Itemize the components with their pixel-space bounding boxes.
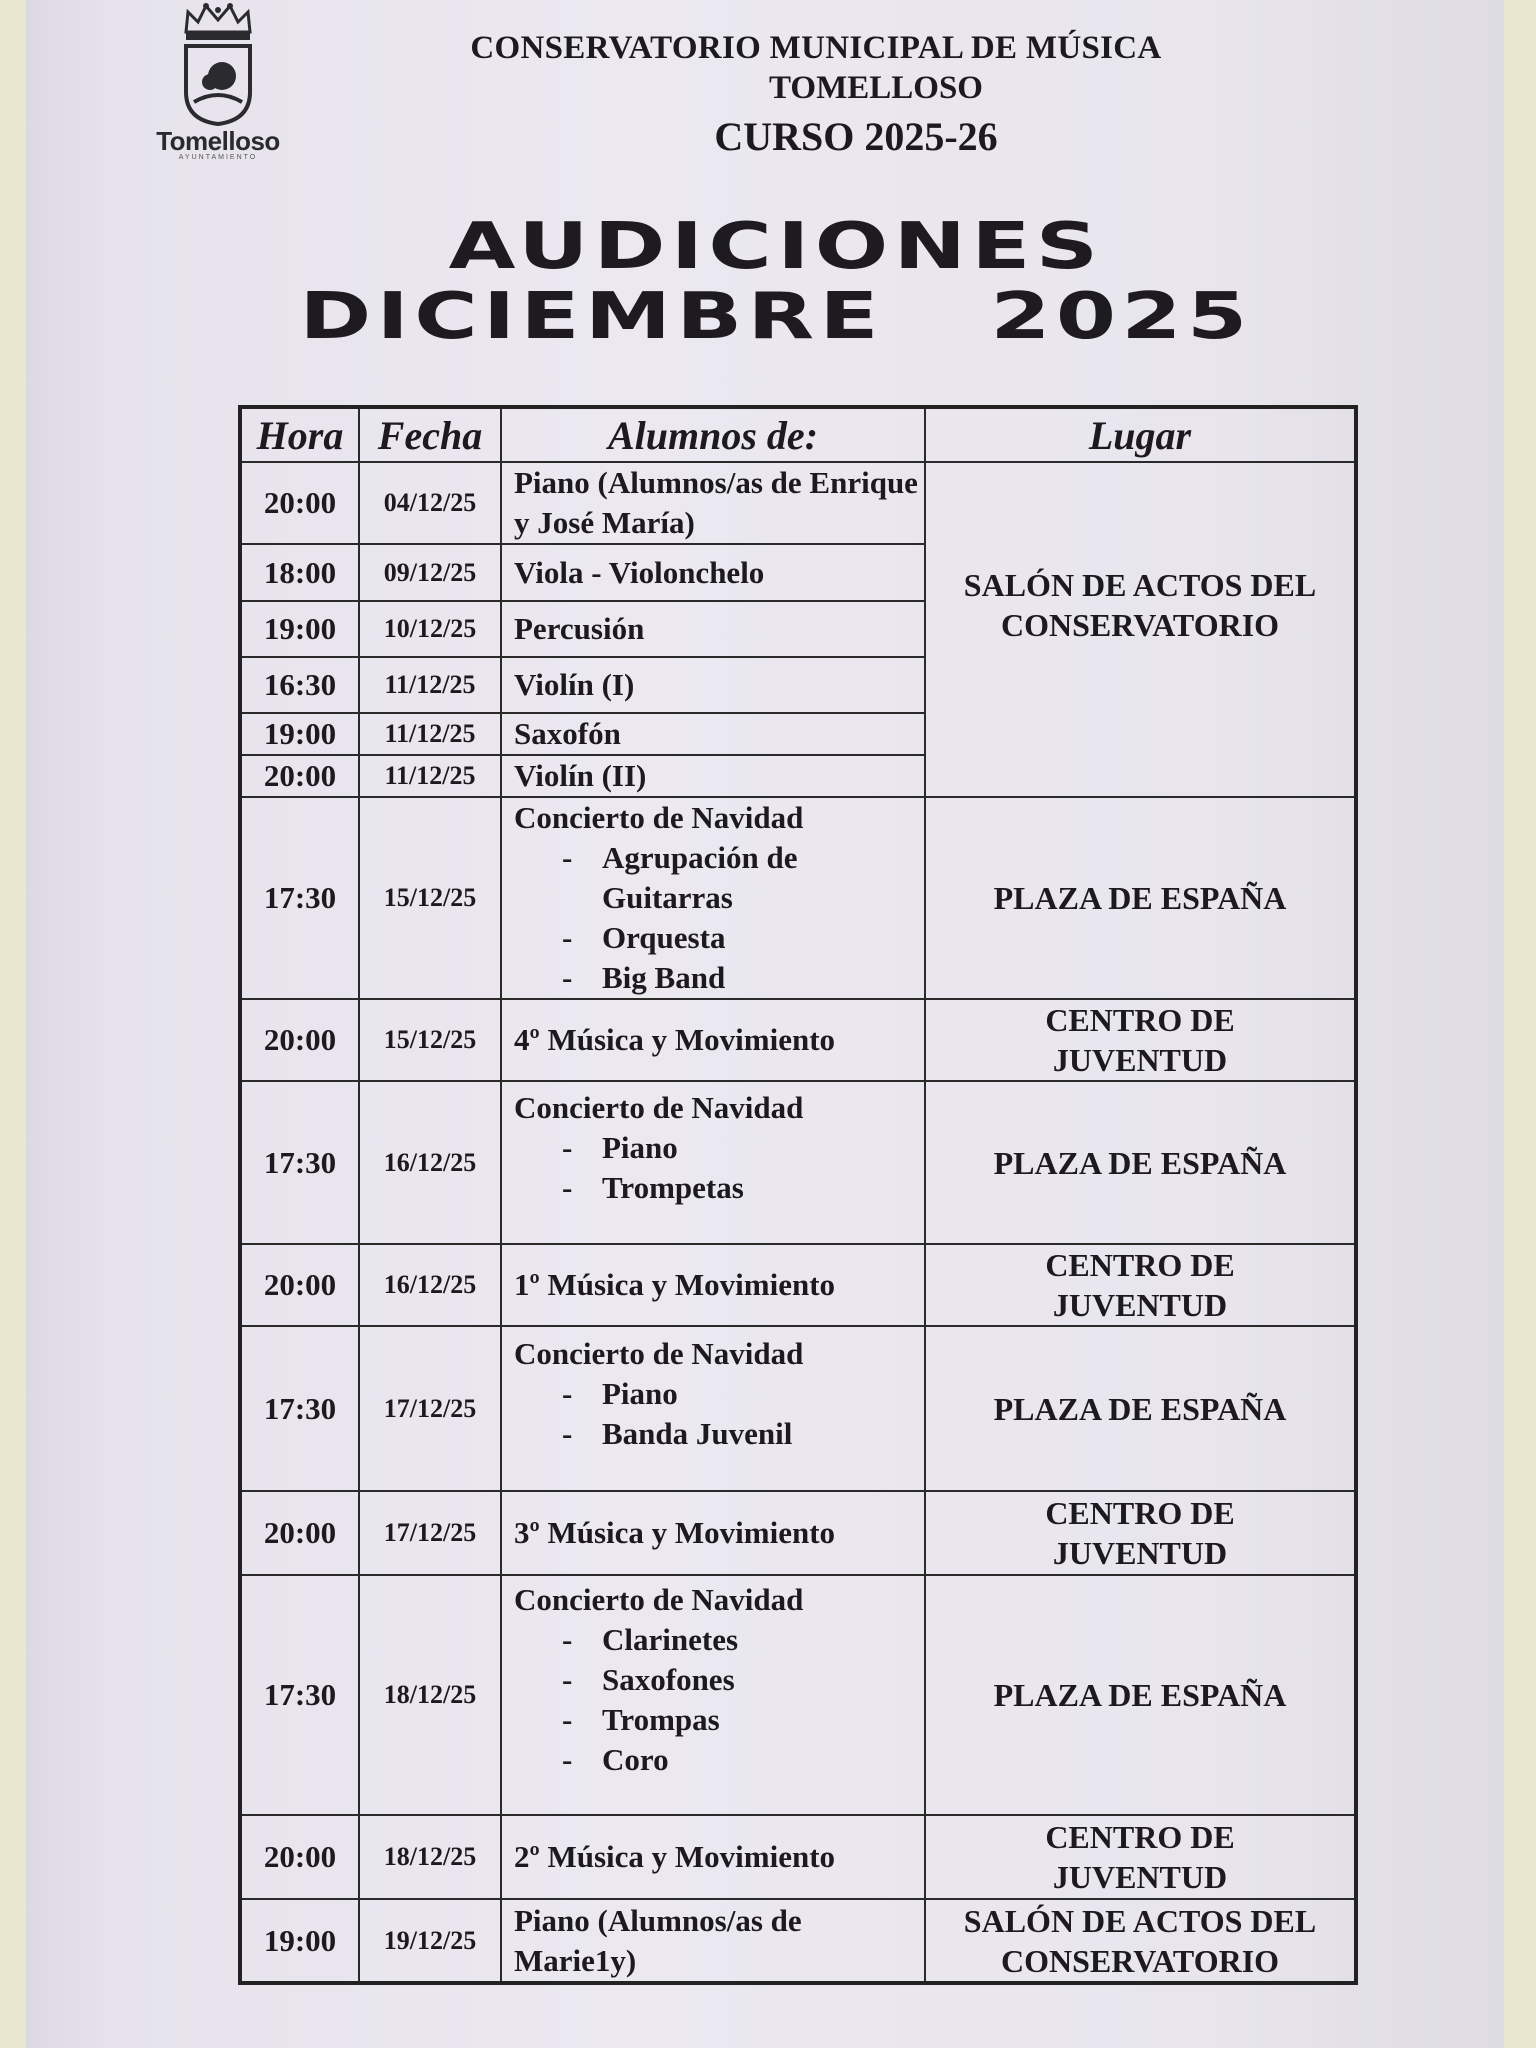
table-row [240,797,1356,999]
list-item-label: - Orquesta [602,920,726,955]
table-header-row [240,407,1356,462]
cell-hora: 20:00 [240,462,359,544]
crest-icon [178,2,258,126]
list-item [514,1128,924,1168]
list-item-label: - Piano [602,1375,678,1411]
list-item [514,1740,924,1780]
cell-fecha: 10/12/25 [359,601,501,657]
header-conservatorio: CONSERVATORIO MUNICIPAL DE MÚSICA [470,30,1162,66]
cell-alumnos: Piano (Alumnos/as de Enrique y José María) [501,462,925,544]
list-item [514,1700,924,1740]
header-curso: CURSO 2025-26 [714,114,998,159]
list-item-label: - Coro [602,1742,669,1777]
cell-alumnos [501,1081,925,1244]
cell-hora: 17:30 [240,1326,359,1491]
logo-subtext: AYUNTAMIENTO [178,154,258,161]
cell-fecha: 15/12/25 [359,999,501,1081]
table-row [240,1815,1356,1899]
cell-alumnos: Viola - Violonchelo [501,544,925,601]
table-row [240,999,1356,1081]
cell-alumnos: 4º Música y Movimiento [501,999,925,1081]
cell-hora: 20:00 [240,755,359,797]
cell-fecha: 19/12/25 [359,1899,501,1983]
cell-lugar: PLAZA DE ESPAÑA [925,797,1356,999]
list-item [514,1414,924,1454]
cell-hora: 20:00 [240,1815,359,1899]
list-item-label: - Clarinetes [602,1622,739,1657]
cell-fecha: 16/12/25 [359,1081,501,1244]
table-row [240,1081,1356,1244]
list-item-label: - Saxofones [602,1662,735,1697]
column-header-alumnos: Alumnos de: [501,407,925,462]
cell-fecha: 18/12/25 [359,1575,501,1815]
cell-fecha: 18/12/25 [359,1815,501,1899]
cell-lugar: PLAZA DE ESPAÑA [925,1081,1356,1244]
cell-hora: 17:30 [240,1081,359,1244]
list-item-label: - Trompetas [602,1169,744,1205]
table-row [240,1244,1356,1326]
alumnos-heading: Concierto de Navidad [514,1089,804,1125]
table-row [240,1491,1356,1575]
cell-alumnos: Saxofón [501,713,925,755]
cell-lugar [925,1491,1356,1575]
cell-alumnos [501,797,925,999]
list-item [514,1168,924,1208]
cell-alumnos: 1º Música y Movimiento [501,1244,925,1326]
list-item [514,838,924,918]
cell-fecha: 11/12/25 [359,713,501,755]
column-header-lugar: Lugar [925,407,1356,462]
lugar-text: SALÓN DE ACTOS DEL CONSERVATORIO [963,1902,1317,1979]
column-header-hora: Hora [240,407,359,462]
alumnos-heading: Concierto de Navidad [514,800,804,835]
list-item-label: - Big Band [602,960,726,995]
cell-hora: 19:00 [240,601,359,657]
lugar-text: CENTRO DE JUVENTUD [1045,1247,1235,1323]
cell-hora: 20:00 [240,1244,359,1326]
paper-sheet [26,0,1504,2048]
cell-hora: 17:30 [240,797,359,999]
cell-alumnos: Percusión [501,601,925,657]
list-item-label: - Agrupación de Guitarras [602,840,798,915]
alumnos-heading: Concierto de Navidad [514,1335,804,1371]
list-item [514,958,924,998]
cell-fecha: 04/12/25 [359,462,501,544]
cell-hora: 19:00 [240,713,359,755]
cell-fecha: 15/12/25 [359,797,501,999]
cell-lugar [925,1244,1356,1326]
list-item [514,918,924,958]
cell-hora: 19:00 [240,1899,359,1983]
lugar-text: CENTRO DE JUVENTUD [1045,1819,1235,1895]
lugar-text: CENTRO DE JUVENTUD [1045,1495,1235,1571]
cell-lugar [925,999,1356,1081]
list-item-label: - Piano [602,1129,678,1165]
cell-alumnos [501,1326,925,1491]
cell-fecha: 17/12/25 [359,1491,501,1575]
schedule-table [238,405,1358,1985]
cell-fecha: 11/12/25 [359,657,501,713]
cell-alumnos: 2º Música y Movimiento [501,1815,925,1899]
header-town: TOMELLOSO [769,70,983,106]
cell-lugar [925,1815,1356,1899]
cell-alumnos: Piano (Alumnos/as de Marie1y) [501,1899,925,1983]
lugar-text: CENTRO DE JUVENTUD [1045,1002,1235,1078]
title-month: DICIEMBRE 2025 [299,280,1253,354]
list-item-label: - Trompas [602,1702,720,1737]
cell-alumnos: 3º Música y Movimiento [501,1491,925,1575]
table-row [240,1326,1356,1491]
list-item [514,1374,924,1414]
title-audiciones: AUDICIONES [448,210,1104,284]
tomelloso-logo [138,2,298,172]
cell-fecha: 17/12/25 [359,1326,501,1491]
cell-hora: 20:00 [240,1491,359,1575]
alumnos-heading: Concierto de Navidad [514,1582,804,1617]
cell-alumnos: Violín (II) [501,755,925,797]
table-row [240,1899,1356,1983]
table-row [240,462,1356,544]
cell-fecha: 16/12/25 [359,1244,501,1326]
cell-lugar [925,1899,1356,1983]
logo-text: Tomelloso [156,126,280,156]
column-header-fecha: Fecha [359,407,501,462]
cell-hora: 20:00 [240,999,359,1081]
lugar-text: SALÓN DE ACTOS DEL CONSERVATORIO [963,566,1317,643]
cell-lugar: PLAZA DE ESPAÑA [925,1326,1356,1491]
cell-fecha: 09/12/25 [359,544,501,601]
cell-hora: 18:00 [240,544,359,601]
cell-lugar: PLAZA DE ESPAÑA [925,1575,1356,1815]
cell-hora: 16:30 [240,657,359,713]
cell-lugar [925,462,1356,797]
list-item [514,1660,924,1700]
table-row [240,1575,1356,1815]
list-item [514,1620,924,1660]
list-item-label: - Banda Juvenil [602,1415,793,1451]
cell-fecha: 11/12/25 [359,755,501,797]
cell-alumnos: Violín (I) [501,657,925,713]
cell-hora: 17:30 [240,1575,359,1815]
cell-alumnos [501,1575,925,1815]
